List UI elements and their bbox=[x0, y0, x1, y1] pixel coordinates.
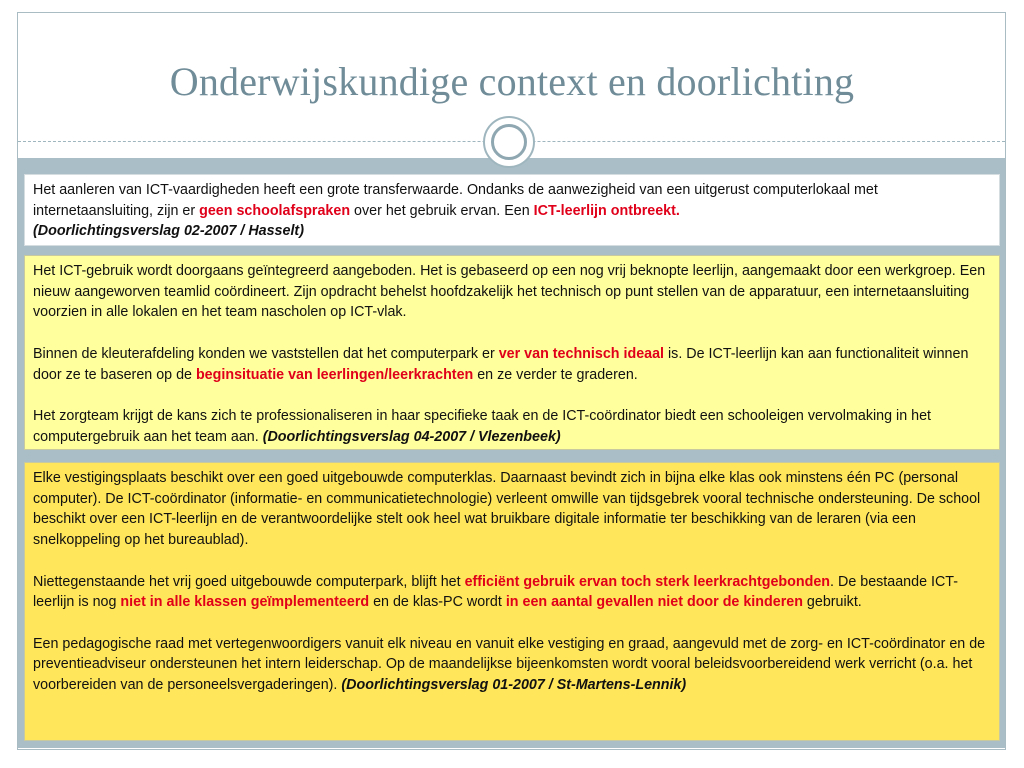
paragraph: Het ICT-gebruik wordt doorgaans geïntegreerd aangeboden. Het is gebaseerd op een nog vrij beknopte leerlijn, aangemaakt door een werkgroep. Een nieuw aangeworven teamlid coördineert. Zijn opdracht behelst hoofdzakelijk het technisch op punt stellen van de apparatuur, een internetaansluiting voorzien in alle lokalen en het team nascholen op ICT-vlak. bbox=[33, 263, 986, 321]
text: Het aanleren van ICT-vaardigheden heeft een grote transferwaarde. Ondanks de aanwezigheid van een uitgerust computerlokaal met internetaansluiting, zijn er bbox=[33, 182, 878, 219]
source-citation: (Doorlichtingsverslag 01-2007 / St-Martens-Lennik) bbox=[341, 677, 687, 693]
text: over het gebruik ervan. Een bbox=[350, 202, 534, 219]
highlight: efficiënt gebruik ervan toch sterk leerkrachtgebonden bbox=[464, 573, 831, 590]
quote-box-vlezenbeek bbox=[24, 255, 1000, 450]
text: . De bestaande ICT-leerlijn is nog bbox=[33, 573, 958, 611]
highlight: ver van technisch ideaal bbox=[498, 345, 665, 362]
text: Niettegenstaande het vrij goed uitgebouwde computerpark, blijft het bbox=[33, 573, 465, 590]
quote-box-st-martens-lennik bbox=[24, 462, 1000, 741]
text: en ze verder te graderen. bbox=[473, 366, 638, 383]
paragraph bbox=[33, 344, 991, 385]
text: Het zorgteam krijgt de kans zich te professionaliseren in haar specifieke taak en de ICT-coördinator biedt een schooleigen vervolmaking in het computergebruik aan het team aan. bbox=[33, 407, 932, 445]
highlight: beginsituatie van leerlingen/leerkrachten bbox=[195, 366, 474, 383]
paragraph bbox=[33, 572, 991, 613]
text: gebruikt. bbox=[802, 594, 862, 611]
highlight: geen schoolafspraken bbox=[199, 202, 351, 219]
circle-ring-icon bbox=[483, 116, 535, 168]
highlight: ICT-leerlijn ontbreekt bbox=[533, 202, 676, 219]
text: en de klas-PC wordt bbox=[369, 594, 506, 611]
paragraph: Elke vestigingsplaats beschikt over een goed uitgebouwde computerklas. Daarnaast bevindt zich in bijna elke klas ook minstens één PC (personal computer). De ICT-coördinator (informatie- en communicatietechnologie) verleent omwille van tijdsgebrek vooral technische ondersteuning. De school beschikt over een ICT-leerlijn en de verantwoordelijke stelt ook heel wat bruikbare digitale informatie ter beschikking van de leraren (via een snelkoppeling op het bureaublad). bbox=[33, 470, 981, 549]
paragraph bbox=[33, 406, 991, 447]
text: . bbox=[675, 202, 680, 219]
text: Binnen de kleuterafdeling konden we vaststellen dat het computerpark er bbox=[33, 345, 499, 362]
quote-box-hasselt bbox=[24, 174, 1000, 246]
source-citation: (Doorlichtingsverslag 02-2007 / Hasselt) bbox=[33, 223, 304, 240]
paragraph bbox=[33, 180, 991, 242]
paragraph bbox=[33, 634, 991, 696]
slide-title: Onderwijskundige context en doorlichting bbox=[169, 59, 855, 104]
highlight: niet in alle klassen geïmplementeerd bbox=[120, 594, 370, 611]
source-citation: (Doorlichtingsverslag 04-2007 / Vlezenbeek) bbox=[262, 428, 561, 445]
text: Een pedagogische raad met vertegenwoordigers vanuit elk niveau en vanuit elke vestiging en graad, aangevuld met de zorg- en ICT-coördinator en de preventieadviseur ondersteunen het intern leiderschap. Op de maandelijkse bijeenkomsten wordt vooral beleidsvoorbereidend werk verricht (o.a. het voorbereiden van de personeelsvergaderingen). bbox=[33, 635, 986, 693]
text: is. De ICT-leerlijn kan aan functionaliteit winnen door ze te baseren op de bbox=[33, 345, 969, 383]
highlight: in een aantal gevallen niet door de kinderen bbox=[505, 594, 803, 611]
